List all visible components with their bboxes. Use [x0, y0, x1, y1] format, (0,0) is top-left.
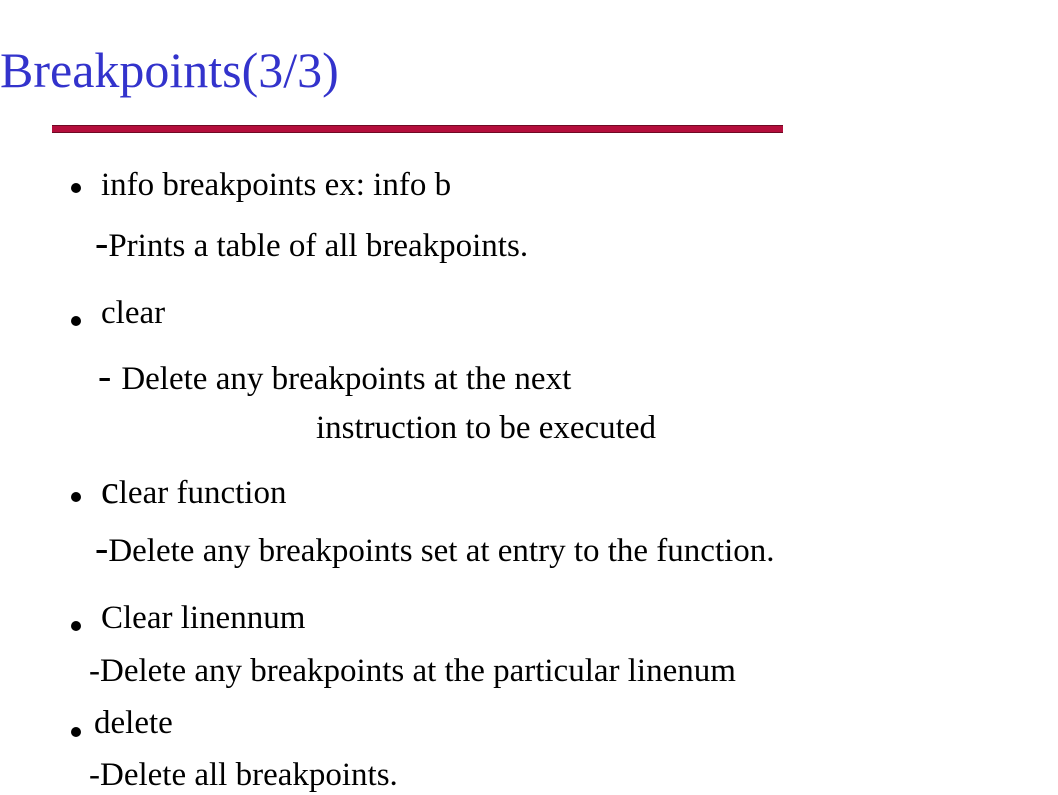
description-text: Delete any breakpoints at the next	[121, 361, 572, 397]
title-underline-rule	[52, 125, 783, 133]
description-clear	[98, 353, 572, 399]
command-first-letter: c	[101, 467, 119, 512]
slide-title: Breakpoints(3/3)	[0, 42, 339, 98]
description-clear-function	[95, 525, 775, 571]
command-clear-function	[101, 467, 287, 513]
command-delete: delete	[94, 705, 173, 741]
bullet-icon	[71, 727, 81, 737]
description-text: Prints a table of all breakpoints.	[108, 228, 529, 264]
command-clear-linenum: Clear linennum	[101, 600, 306, 636]
description-clear-linenum: -Delete any breakpoints at the particular linenum	[89, 653, 736, 689]
command-info-breakpoints: info breakpoints ex: info b	[101, 167, 452, 203]
bullet-icon	[71, 183, 81, 193]
description-delete: -Delete all breakpoints.	[89, 757, 398, 793]
description-info-breakpoints	[95, 220, 529, 266]
description-clear-continued: instruction to be executed	[316, 410, 656, 446]
description-text: Delete any breakpoints set at entry to the function.	[108, 533, 775, 569]
bullet-icon	[71, 621, 81, 631]
command-rest: lear function	[118, 475, 287, 511]
dash: -	[98, 353, 122, 398]
dash: -	[95, 220, 109, 265]
command-clear: clear	[101, 295, 166, 331]
dash: -	[95, 525, 109, 570]
bullet-icon	[71, 492, 81, 502]
bullet-icon	[71, 316, 81, 326]
